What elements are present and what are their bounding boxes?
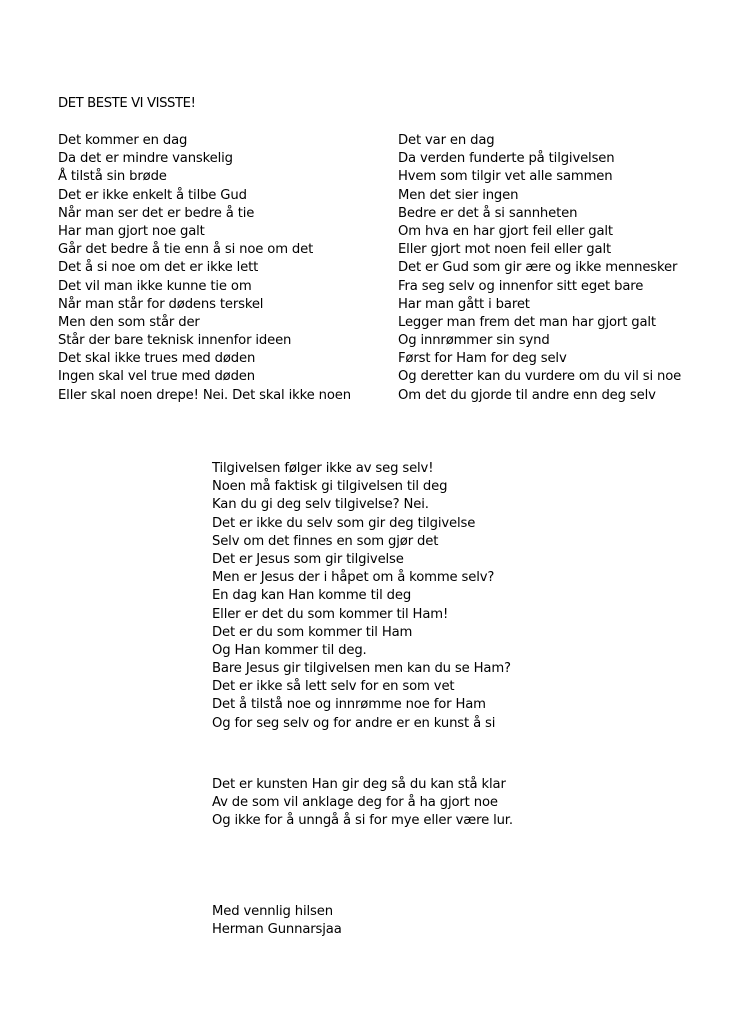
- poem-line: En dag kan Han komme til deg: [212, 588, 412, 604]
- poem-line: Eller er det du som kommer til Ham!: [212, 606, 449, 622]
- poem-line: Har man gått i baret: [398, 296, 530, 312]
- poem-line: Står der bare teknisk innenfor ideen: [58, 333, 292, 349]
- signature-block: [212, 903, 342, 939]
- poem-line: Men den som står der: [58, 314, 200, 330]
- poem-line: Noen må faktisk gi tilgivelsen til deg: [212, 479, 448, 495]
- poem-line: Og deretter kan du vurdere om du vil si noe: [398, 369, 682, 385]
- poem-line: Det er du som kommer til Ham: [212, 624, 413, 640]
- poem-line: Og ikke for å unngå å si for mye eller være lur.: [212, 813, 513, 829]
- poem-line: Går det bedre å tie enn å si noe om det: [58, 242, 314, 258]
- poem-line: Eller skal noen drepe! Nei. Det skal ikke noen: [58, 387, 351, 403]
- poem-line: Da verden funderte på tilgivelsen: [398, 151, 615, 167]
- poem-line: Det å si noe om det er ikke lett: [58, 260, 259, 276]
- poem-line: Hvem som tilgir vet alle sammen: [398, 169, 613, 185]
- poem-line: Bedre er det å si sannheten: [398, 205, 578, 221]
- poem-line: Av de som vil anklage deg for å ha gjort noe: [212, 795, 498, 811]
- poem-line: Og innrømmer sin synd: [398, 333, 550, 349]
- poem-line: Det er ikke du selv som gir deg tilgivelse: [212, 515, 476, 531]
- poem-line: Eller gjort mot noen feil eller galt: [398, 242, 611, 258]
- poem-line: Når man står for dødens terskel: [58, 296, 264, 312]
- poem-line: Bare Jesus gir tilgivelsen men kan du se Ham?: [212, 661, 511, 677]
- poem-line: Tilgivelsen følger ikke av seg selv!: [212, 461, 434, 476]
- poem-line: Det er Gud som gir ære og ikke mennesker: [398, 260, 678, 276]
- poem-line: Om hva en har gjort feil eller galt: [398, 223, 613, 239]
- left-column-stanza: [58, 132, 351, 405]
- closing-greeting: Med vennlig hilsen: [212, 904, 333, 919]
- poem-line: Da det er mindre vanskelig: [58, 151, 233, 167]
- poem-line: Om det du gjorde til andre enn deg selv: [398, 387, 656, 403]
- middle-stanza: [212, 460, 511, 733]
- poem-line: Og Han kommer til deg.: [212, 642, 367, 658]
- right-column-stanza: [398, 132, 681, 405]
- poem-line: Det var en dag: [398, 133, 495, 148]
- poem-line: Ingen skal vel true med døden: [58, 369, 255, 385]
- poem-line: Kan du gi deg selv tilgivelse? Nei.: [212, 497, 429, 513]
- document-title: DET BESTE VI VISSTE!: [58, 96, 196, 111]
- poem-line: Det å tilstå noe og innrømme noe for Ham: [212, 697, 486, 713]
- poem-line: Og for seg selv og for andre er en kunst å si: [212, 715, 496, 731]
- poem-line: Det kommer en dag: [58, 133, 188, 148]
- poem-line: Legger man frem det man har gjort galt: [398, 314, 656, 330]
- poem-line: Det er ikke enkelt å tilbe Gud: [58, 187, 247, 203]
- poem-line: Men er Jesus der i håpet om å komme selv?: [212, 570, 495, 586]
- poem-line: Først for Ham for deg selv: [398, 351, 567, 367]
- poem-line: Fra seg selv og innenfor sitt eget bare: [398, 278, 644, 294]
- poem-line: Det vil man ikke kunne tie om: [58, 278, 252, 294]
- closing-stanza: [212, 776, 513, 831]
- poem-line: Men det sier ingen: [398, 187, 519, 203]
- poem-line: Å tilstå sin brøde: [58, 169, 167, 185]
- poem-line: Det er kunsten Han gir deg så du kan stå klar: [212, 777, 506, 792]
- poem-line: Har man gjort noe galt: [58, 223, 205, 239]
- poem-line: Når man ser det er bedre å tie: [58, 205, 255, 221]
- poem-line: Det skal ikke trues med døden: [58, 351, 256, 367]
- author-name: Herman Gunnarsjaa: [212, 922, 342, 938]
- poem-line: Det er Jesus som gir tilgivelse: [212, 551, 404, 567]
- poem-line: Det er ikke så lett selv for en som vet: [212, 679, 455, 695]
- poem-line: Selv om det finnes en som gjør det: [212, 533, 439, 549]
